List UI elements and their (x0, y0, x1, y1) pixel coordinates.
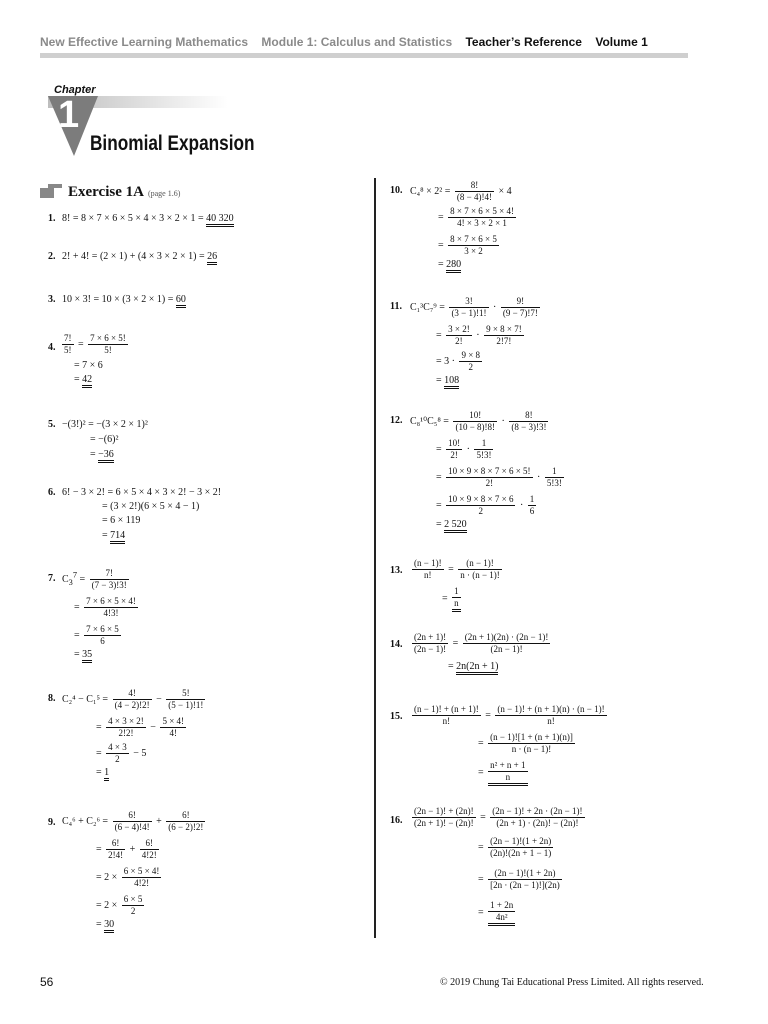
numerator: 1 (545, 466, 564, 478)
numerator: (n − 1)![1 + (n + 1)(n)] (490, 732, 573, 742)
denominator: 2 (478, 506, 484, 516)
numerator: 3! (449, 296, 488, 308)
step: 2! + 4! = (2 × 1) + (4 × 3 × 2 × 1) = (62, 251, 208, 262)
numerator: 5 × 4! (162, 716, 185, 726)
step: = 3 · (436, 355, 455, 367)
denominator: (4 − 2)!2! (114, 700, 150, 710)
denominator: (2n − 1)! (414, 644, 447, 654)
numerator: 5! (166, 688, 205, 700)
answer: 40 320 (206, 213, 234, 227)
answer: 1 (104, 767, 109, 781)
numerator: 8 × 7 × 6 × 5 × 4! (450, 206, 514, 216)
numerator: 7 × 6 × 5 (86, 624, 119, 634)
denominator: n! (547, 716, 555, 726)
denominator: 5! (104, 345, 112, 355)
denominator: 2! (455, 336, 463, 346)
denominator: 2 (130, 906, 136, 916)
denominator: (8 − 3)!3! (511, 422, 547, 432)
step: 10 × 3! = 10 × (3 × 2 × 1) = (62, 294, 176, 305)
problem-number: 10. (390, 185, 403, 196)
combination-symbol: C (62, 573, 69, 585)
answer: 714 (110, 530, 125, 544)
numerator: 3 × 2! (448, 324, 470, 334)
denominator: (2n + 1)! − (2n)! (414, 818, 474, 828)
step: C₈¹⁰C₅⁸ = (410, 415, 449, 427)
numerator: 1 + 2n (490, 900, 514, 910)
answer: 2n(2n + 1) (456, 661, 498, 675)
denominator: n! (442, 716, 451, 726)
numerator: 8! (509, 410, 548, 422)
denominator: [2n · (2n − 1)!](2n) (490, 880, 560, 890)
problem-number: 8. (48, 693, 56, 704)
problem-number: 13. (390, 565, 403, 576)
numerator: 6! (166, 810, 205, 822)
denominator: 4!2! (134, 878, 150, 888)
denominator: 5!3! (476, 450, 492, 460)
numerator: 10! (453, 410, 497, 422)
running-header (40, 35, 658, 49)
step: = 2 × (96, 871, 118, 883)
denominator: n · (n − 1)! (511, 744, 552, 754)
denominator: (7 − 3)!3! (91, 580, 127, 590)
denominator: (5 − 1)!1! (168, 700, 204, 710)
denominator: 5! (64, 345, 72, 355)
denominator: 4! (169, 728, 177, 738)
denominator: 6 (100, 636, 105, 646)
denominator: 4!2! (141, 850, 157, 860)
numerator: 1 (529, 494, 535, 504)
step: C₄⁸ × 2² = (410, 185, 451, 197)
numerator: 6! (106, 838, 125, 850)
step: C₂⁴ − C₁⁵ = (62, 693, 109, 705)
page-number: 56 (40, 975, 54, 989)
denominator: 2! (450, 450, 458, 460)
problem-number: 7. (48, 573, 56, 584)
numerator: (2n + 1)! (414, 632, 447, 642)
problem-number: 14. (390, 639, 403, 650)
numerator: 1 (454, 586, 459, 596)
numerator: 10 × 9 × 8 × 7 × 6 (448, 494, 514, 504)
volume-label: Volume 1 (595, 35, 648, 49)
numerator: 9! (501, 296, 540, 308)
denominator: 2!2! (118, 728, 134, 738)
problem-number: 3. (48, 294, 56, 305)
numerator: (n − 1)! + (n + 1)(n) · (n − 1)! (497, 704, 605, 714)
denominator: (9 − 7)!7! (502, 308, 538, 318)
numerator: (n − 1)! (414, 558, 442, 568)
numerator: (n − 1)! + (n + 1)! (414, 704, 479, 714)
problem-number: 2. (48, 251, 56, 262)
numerator: (2n + 1)(2n) · (2n − 1)! (464, 632, 549, 642)
step: C₁³C₇⁹ = (410, 301, 445, 313)
denominator: (2n + 1) · (2n)! − (2n)! (496, 818, 579, 828)
column-divider (374, 178, 376, 938)
denominator: n · (n − 1)! (460, 570, 500, 580)
numerator: 4! (113, 688, 152, 700)
numerator: 8! (455, 180, 494, 192)
numerator: 6 × 5 (123, 894, 143, 904)
numerator: 9 × 8 (461, 350, 481, 360)
exercise-icon (40, 184, 62, 198)
denominator: (6 − 4)!4! (114, 822, 150, 832)
chapter-title: Binomial Expansion (90, 132, 255, 155)
numerator: (2n − 1)!(1 + 2n) (490, 836, 552, 846)
problem-number: 11. (390, 301, 402, 312)
denominator: 2! (485, 478, 494, 488)
step: C₄⁶ + C₂⁶ = (62, 815, 109, 827)
chapter-word: Chapter (54, 84, 96, 96)
numerator: 7 × 6 × 5 × 4! (86, 596, 136, 606)
numerator: (2n − 1)!(1 + 2n) (488, 868, 562, 880)
numerator: (2n − 1)! + 2n · (2n − 1)! (492, 806, 583, 816)
denominator: n (454, 598, 459, 608)
exercise-heading (40, 184, 180, 201)
denominator: (2n − 1)! (490, 644, 523, 654)
chapter-number: 1 (58, 94, 80, 136)
problem-number: 15. (390, 711, 403, 722)
denominator: 2!7! (496, 336, 512, 346)
exercise-page-ref: (page 1.6) (147, 189, 181, 198)
denominator: 6 (529, 506, 535, 516)
book-title: New Effective Learning Mathematics (40, 35, 249, 49)
step: = (3 × 2!)(6 × 5 × 4 − 1) (102, 501, 200, 512)
denominator: 3 × 2 (464, 246, 483, 256)
numerator: 10! (448, 438, 461, 448)
problem-number: 9. (48, 817, 56, 828)
reference-label: Teacher’s Reference (465, 35, 582, 49)
copyright-notice: © 2019 Chung Tai Educational Press Limited. All rights reserved. (440, 977, 704, 988)
answer: 26 (207, 251, 217, 265)
denominator: (2n)!(2n + 1 − 1) (490, 848, 552, 858)
numerator: 7! (90, 568, 129, 580)
denominator: 4! × 3 × 2 × 1 (457, 218, 507, 228)
step: = −(6)² (90, 434, 119, 445)
denominator: 2 (115, 754, 120, 764)
problem-number: 4. (48, 342, 56, 353)
numerator: n² + n + 1 (490, 760, 526, 770)
answer: 2 520 (444, 519, 467, 533)
module-title: Module 1: Calculus and Statistics (261, 35, 453, 49)
problem-number: 5. (48, 419, 56, 430)
answer: 30 (104, 919, 114, 933)
step: − 5 (133, 747, 147, 759)
denominator: (6 − 2)!2! (168, 822, 204, 832)
numerator: (2n − 1)! + (2n)! (414, 806, 474, 816)
numerator: 6! (113, 810, 152, 822)
denominator: 4n² (495, 912, 508, 922)
denominator: 4!3! (103, 608, 119, 618)
step: = 6 × 119 (102, 515, 141, 526)
numerator: 9 × 8 × 7! (486, 324, 522, 334)
denominator: (10 − 8)!8! (455, 422, 496, 432)
denominator: n (505, 772, 511, 782)
step: 6! − 3 × 2! = 6 × 5 × 4 × 3 × 2! − 3 × 2! (62, 487, 222, 498)
numerator: 4 × 3 × 2! (108, 716, 144, 726)
numerator: 10 × 9 × 8 × 7 × 6 × 5! (448, 466, 531, 476)
step: 8! = 8 × 7 × 6 × 5 × 4 × 3 × 2 × 1 = (62, 213, 207, 224)
denominator: n! (424, 570, 432, 580)
problem-number: 6. (48, 487, 56, 498)
step: −(3!)² = −(3 × 2 × 1)² (62, 419, 148, 430)
problem-number: 16. (390, 815, 403, 826)
header-rule (40, 53, 688, 58)
denominator: 5!3! (546, 478, 562, 488)
problem-number: 12. (390, 415, 403, 426)
chapter-banner (40, 82, 260, 162)
denominator: (8 − 4)!4! (456, 192, 492, 202)
numerator: 4 × 3 (108, 742, 127, 752)
numerator: 6 × 5 × 4! (123, 866, 160, 876)
step: = 7 × 6 (74, 360, 103, 371)
denominator: 2!4! (108, 850, 124, 860)
numerator: 6! (140, 838, 159, 850)
answer: −36 (98, 449, 114, 463)
problem-number: 1. (48, 213, 56, 224)
answer: 108 (444, 375, 459, 389)
numerator: 7 × 6 × 5! (90, 333, 126, 343)
step: = 2 × (96, 899, 118, 911)
answer: 35 (82, 649, 92, 663)
exercise-title: Exercise 1A (68, 184, 144, 200)
step: × 4 (498, 185, 512, 197)
numerator: 1 (474, 438, 493, 450)
numerator: (n − 1)! (458, 558, 502, 570)
denominator: 2 (468, 362, 474, 372)
numerator: 7! (64, 333, 72, 343)
answer: 280 (446, 259, 461, 273)
answer: 42 (82, 374, 92, 388)
denominator: (3 − 1)!1! (451, 308, 487, 318)
numerator: 8 × 7 × 6 × 5 (450, 234, 497, 244)
answer: 60 (176, 294, 186, 308)
